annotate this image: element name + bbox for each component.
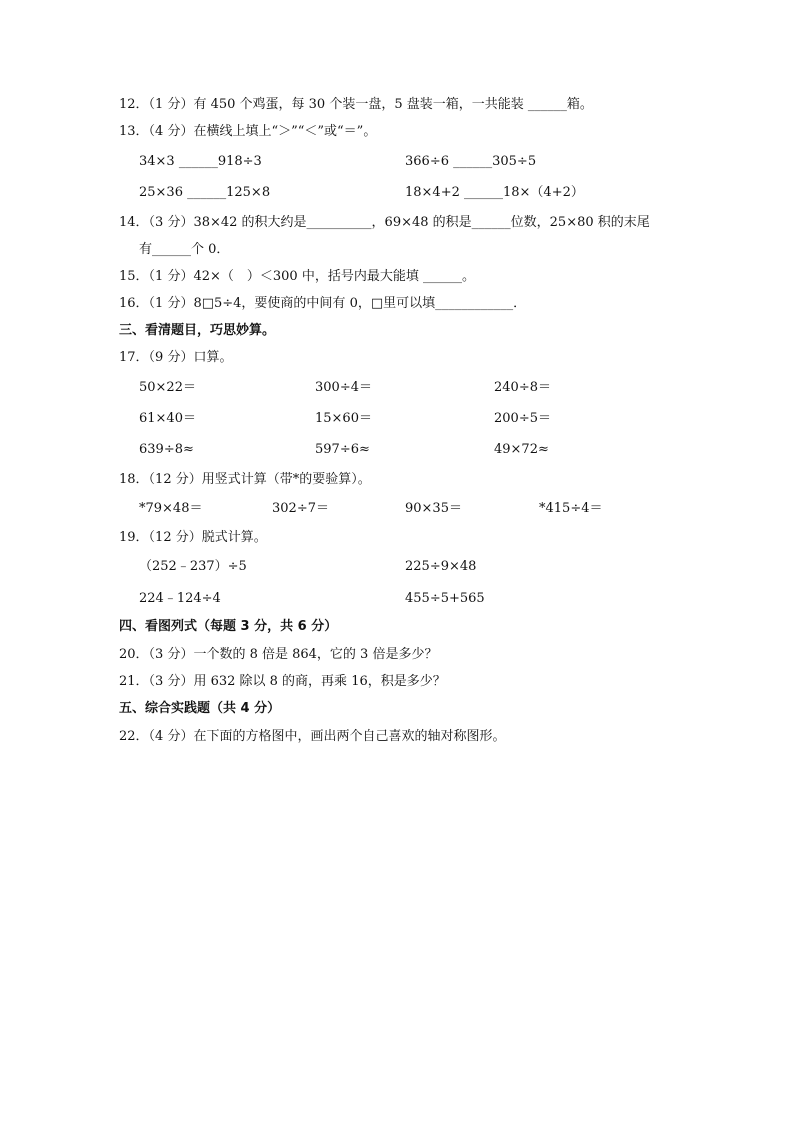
question-17-item-3: 240÷8＝ <box>494 380 551 395</box>
section-5-heading: 五、综合实践题（共 4 分） <box>119 701 281 716</box>
question-17-item-5: 15×60＝ <box>315 411 372 426</box>
question-18-item-1: *79×48＝ <box>139 501 203 516</box>
question-18-item-2: 302÷7＝ <box>272 501 329 516</box>
question-18-stem: 18．（12 分）用竖式计算（带*的要验算）。 <box>119 472 371 487</box>
question-19-item-1: （252﹣237）÷5 <box>139 559 247 574</box>
section-3-heading: 三、看清题目，巧思妙算。 <box>119 323 276 338</box>
question-17-stem: 17．（9 分）口算。 <box>119 350 233 365</box>
question-17-item-6: 200÷5＝ <box>494 411 551 426</box>
question-17-item-4: 61×40＝ <box>139 411 196 426</box>
question-15: 15．（1 分）42×（ ）＜300 中，括号内最大能填 ______。 <box>119 269 475 284</box>
question-17-item-1: 50×22＝ <box>139 380 196 395</box>
question-13-item-4: 18×4+2 ______18×（4+2） <box>405 185 584 200</box>
question-17-item-9: 49×72≈ <box>494 442 549 457</box>
question-13-item-3: 25×36 ______125×8 <box>139 185 271 200</box>
question-13-item-2: 366÷6 ______305÷5 <box>405 154 537 169</box>
question-17-item-2: 300÷4＝ <box>315 380 372 395</box>
question-17-item-7: 639÷8≈ <box>139 442 194 457</box>
question-17-item-8: 597÷6≈ <box>315 442 370 457</box>
question-18-item-4: *415÷4＝ <box>539 501 603 516</box>
question-19-stem: 19．（12 分）脱式计算。 <box>119 530 267 545</box>
question-18-item-3: 90×35＝ <box>405 501 462 516</box>
section-4-heading: 四、看图列式（每题 3 分，共 6 分） <box>119 619 338 634</box>
question-20: 20．（3 分）一个数的 8 倍是 864，它的 3 倍是多少？ <box>119 647 438 662</box>
question-19-item-3: 224﹣124÷4 <box>139 591 221 606</box>
question-19-item-4: 455÷5+565 <box>405 591 485 606</box>
question-19-item-2: 225÷9×48 <box>405 559 477 574</box>
question-21: 21．（3 分）用 632 除以 8 的商，再乘 16，积是多少？ <box>119 674 446 689</box>
question-12: 12．（1 分）有 450 个鸡蛋，每 30 个装一盘，5 盘装一箱，一共能装 ______箱。 <box>119 97 593 112</box>
question-14-line-2: 有______个 0． <box>139 242 230 257</box>
question-13-item-1: 34×3 ______918÷3 <box>139 154 262 169</box>
question-14-line-1: 14．（3 分）38×42 的积大约是__________，69×48 的积是______位数，25×80 积的末尾 <box>119 215 650 230</box>
question-13-stem: 13．（4 分）在横线上填上“＞”“＜”或“＝”。 <box>119 124 377 139</box>
question-16: 16．（1 分）8□5÷4，要使商的中间有 0，□里可以填____________． <box>119 296 527 311</box>
question-22: 22．（4 分）在下面的方格图中，画出两个自己喜欢的轴对称图形。 <box>119 729 506 744</box>
